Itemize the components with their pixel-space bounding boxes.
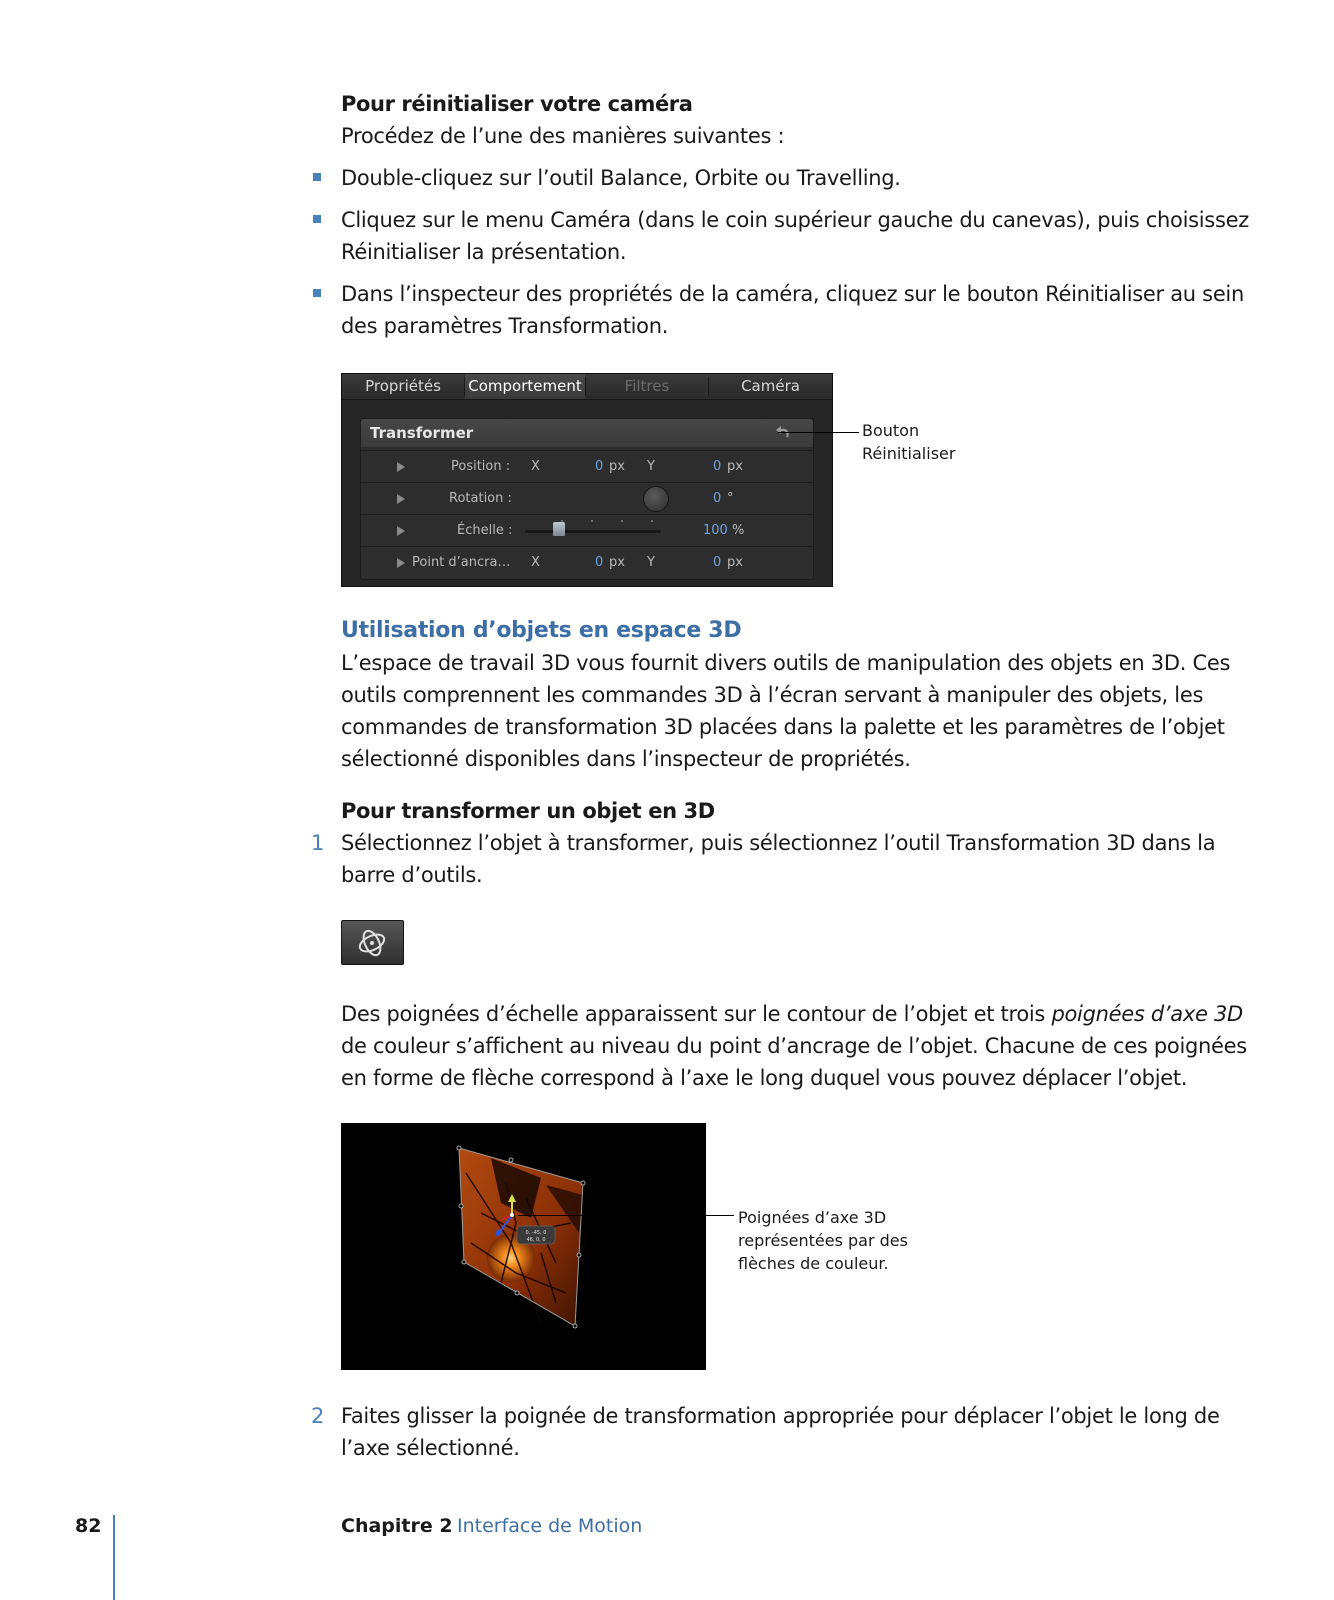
transform-3d-tool-button[interactable]	[341, 920, 404, 965]
y-label: Y	[647, 459, 655, 474]
transformer-group	[360, 418, 814, 580]
tab-proprietes[interactable]: Propriétés	[365, 377, 441, 395]
disclosure-triangle-icon[interactable]	[397, 526, 405, 536]
unit-label: °	[727, 491, 734, 506]
slider-tick	[621, 520, 623, 522]
rotation-dial[interactable]	[643, 486, 669, 512]
group-title: Transformer	[370, 424, 474, 442]
callout-leader-line	[518, 1215, 734, 1216]
position-y-value[interactable]: 0	[713, 459, 722, 474]
anchor-y-value[interactable]: 0	[713, 555, 722, 570]
scale-slider-thumb[interactable]	[553, 522, 565, 536]
tab-comportement[interactable]: Comportement	[465, 374, 585, 399]
bullet-item-3: Dans l’inspecteur des propriétés de la caméra, cliquez sur le bouton Réinitialiser au sein des paramètres Transformation.	[341, 282, 1244, 338]
unit-label: px	[727, 459, 743, 474]
step-number-2: 2	[311, 1404, 325, 1428]
disclosure-triangle-icon[interactable]	[397, 494, 405, 504]
anchor-x-value[interactable]: 0	[595, 555, 604, 570]
step-number-1: 1	[311, 831, 325, 855]
intro-text: Procédez de l’une des manières suivantes :	[341, 124, 785, 148]
param-row-position	[361, 450, 813, 482]
inspector-tab-bar	[342, 374, 832, 400]
param-label: Point d’ancra…	[412, 555, 511, 570]
param-row-echelle	[361, 514, 813, 546]
transform-3d-icon	[342, 921, 403, 964]
section-heading-transform-3d: Pour transformer un objet en 3D	[341, 799, 715, 823]
transformer-group-header	[361, 419, 813, 447]
axis-handles-callout: Poignées d’axe 3D représentées par des flèches de couleur.	[738, 1208, 908, 1273]
tab-camera[interactable]: Caméra	[741, 377, 800, 395]
x-label: X	[531, 555, 540, 570]
param-label: Échelle :	[457, 523, 513, 538]
step-2-text: Faites glisser la poignée de transformation appropriée pour déplacer l’objet le long de l’axe sélectionné.	[341, 1404, 1220, 1460]
bullet-marker	[313, 215, 321, 223]
unit-label: %	[732, 523, 745, 538]
bullet-item-1: Double-cliquez sur l’outil Balance, Orbite ou Travelling.	[341, 166, 901, 190]
slider-tick	[651, 520, 653, 522]
camera-inspector-screenshot	[341, 373, 833, 587]
footer-chapter-title-link[interactable]: Interface de Motion	[457, 1515, 643, 1537]
footer-divider	[113, 1515, 115, 1600]
page-number: 82	[75, 1515, 102, 1537]
disclosure-triangle-icon[interactable]	[397, 462, 405, 472]
step-1-text: Sélectionnez l’objet à transformer, puis sélectionnez l’outil Transformation 3D dans la barre d’outils.	[341, 831, 1216, 887]
scale-value[interactable]: 100	[703, 523, 728, 538]
param-row-rotation	[361, 482, 813, 514]
callout-leader-line	[778, 432, 859, 433]
param-label: Position :	[451, 459, 511, 474]
footer-chapter-label: Chapitre 2	[341, 1515, 453, 1537]
reset-button-callout: Bouton Réinitialiser	[862, 421, 956, 463]
position-x-value[interactable]: 0	[595, 459, 604, 474]
bullet-marker	[313, 173, 321, 181]
scale-slider-track[interactable]	[525, 530, 661, 533]
section-heading-3d-objects: Utilisation d’objets en espace 3D	[341, 618, 742, 643]
y-label: Y	[647, 555, 655, 570]
tab-filtres[interactable]: Filtres	[624, 377, 670, 395]
hud-rotation-readout: 0, -45, 0	[525, 1230, 547, 1236]
section2-paragraph: L’espace de travail 3D vous fournit divers outils de manipulation des objets en 3D. Ces outils comprennent les commandes 3D à l’écran servant à manipuler des objets, les commandes de transformation 3D placées dans la palette et les paramètres de l’objet sélectionné disponibles dans l’inspecteur de propriétés.	[341, 651, 1231, 771]
param-label: Rotation :	[449, 491, 512, 506]
3d-object-illustration	[341, 1123, 706, 1370]
bullet-marker	[313, 289, 321, 297]
unit-label: px	[609, 459, 625, 474]
unit-label: px	[609, 555, 625, 570]
x-label: X	[531, 459, 540, 474]
reset-arrow-icon[interactable]	[774, 425, 792, 441]
section-heading-reset-camera: Pour réinitialiser votre caméra	[341, 92, 693, 116]
bullet-item-2: Cliquez sur le menu Caméra (dans le coin supérieur gauche du canevas), puis choisissez Réinitialiser la présentation.	[341, 208, 1249, 264]
handles-paragraph: Des poignées d’échelle apparaissent sur le contour de l’objet et trois poignées d’axe 3D de couleur s’affichent au niveau du point d’ancrage de l’objet. Chacune de ces poignées en forme de flèche correspond à l’axe le long duquel vous pouvez déplacer l’objet.	[341, 1002, 1247, 1090]
hud-position-readout: 46, 0, 0	[526, 1237, 546, 1243]
rotation-value[interactable]: 0	[713, 491, 722, 506]
slider-tick	[591, 520, 593, 522]
param-row-point-ancrage	[361, 546, 813, 578]
canvas-3d-handles-image	[341, 1123, 706, 1370]
unit-label: px	[727, 555, 743, 570]
disclosure-triangle-icon[interactable]	[397, 558, 405, 568]
